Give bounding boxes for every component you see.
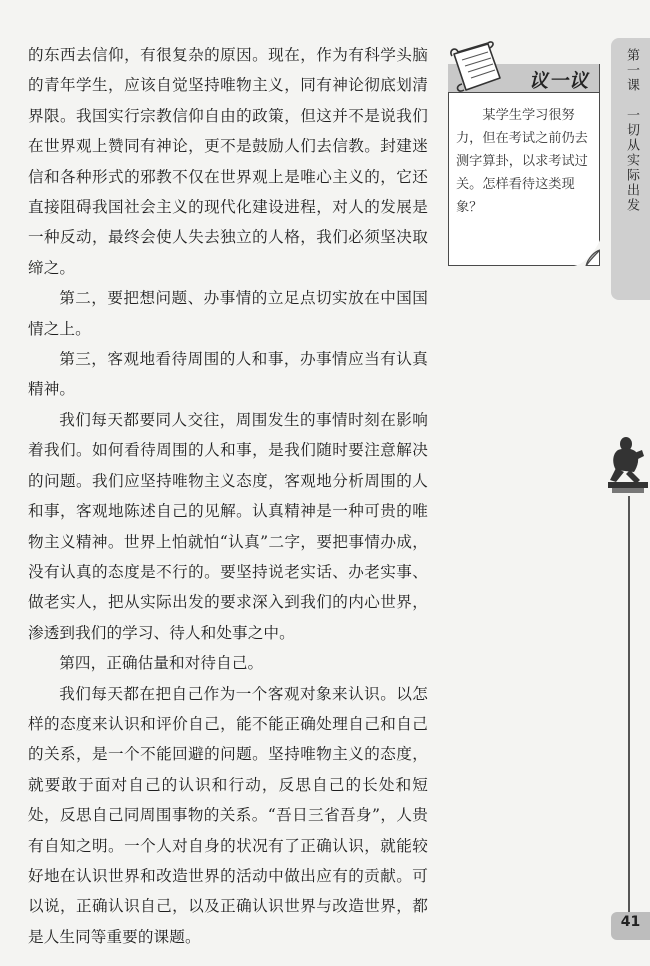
paragraph: 我们每天都在把自己作为一个客观对象来认识。以怎样的态度来认识和评价自己，能不能正确处理自己和自己的关系，是一个不能回避的问题。坚持唯物主义的态度，就要敢于面对自己的认识和行动，反思自己的长处和短处，反思自己同周围事物的关系。“吾日三省吾身”，人贵有自知之明。一个人对自身的状况有了正确认识，就能较好地在认识世界和改造世界的活动中做出应有的贡献。可以说，正确认识自己，以及正确认识世界与改造世界，都是人生同等重要的课题。 bbox=[28, 684, 428, 946]
page-curl-icon bbox=[574, 240, 600, 266]
paragraph: 的东西去信仰，有很复杂的原因。现在，作为有科学头脑的青年学生，应该自觉坚持唯物主义，同有神论彻底划清界限。我国实行宗教信仰自由的政策，但这并不是说我们在世界观上赞同有神论，更不是鼓励人们去信教。封建迷信和各种形式的邪教不仅在世界观上是唯心主义的，它还直接阻碍我国社会主义的现代化建设进程，对人的发展是一种反动，最终会使人失去独立的人格，我们必须坚决取缔之。 bbox=[28, 46, 428, 277]
page-number: 41 bbox=[620, 914, 641, 930]
paragraph: 我们每天都要同人交往，周围发生的事情时刻在影响着我们。如何看待周围的人和事，是我们随时要注意解决的问题。我们应坚持唯物主义态度，客观地分析周围的人和事，客观地陈述自己的见解。认真精神是一种可贵的唯物主义精神。世界上怕就怕“认真”二字，要把事情办成，没有认真的态度是不行的。要坚持说老实话、办老实事、做老实人，把从实际出发的要求深入到我们的内心世界，渗透到我们的学习、待人和处事之中。 bbox=[28, 410, 428, 642]
paragraph: 第三，客观地看待周围的人和事，办事情应当有认真精神。 bbox=[28, 350, 428, 399]
chapter-title: 第一课 一切从实际出发 bbox=[624, 48, 639, 213]
side-rule bbox=[628, 496, 630, 914]
body-text bbox=[28, 40, 428, 952]
paragraph: 第四，正确估量和对待自己。 bbox=[59, 654, 264, 673]
discussion-question: 某学生学习很努力，但在考试之前仍去测字算卦，以求考试过关。怎样看待这类现象？ bbox=[456, 108, 588, 215]
scroll-icon bbox=[444, 40, 510, 94]
paragraph: 第二，要把想问题、办事情的立足点切实放在中国国情之上。 bbox=[28, 289, 428, 338]
thinker-statue-icon bbox=[606, 436, 650, 494]
discussion-title: 议一议 bbox=[528, 70, 589, 92]
